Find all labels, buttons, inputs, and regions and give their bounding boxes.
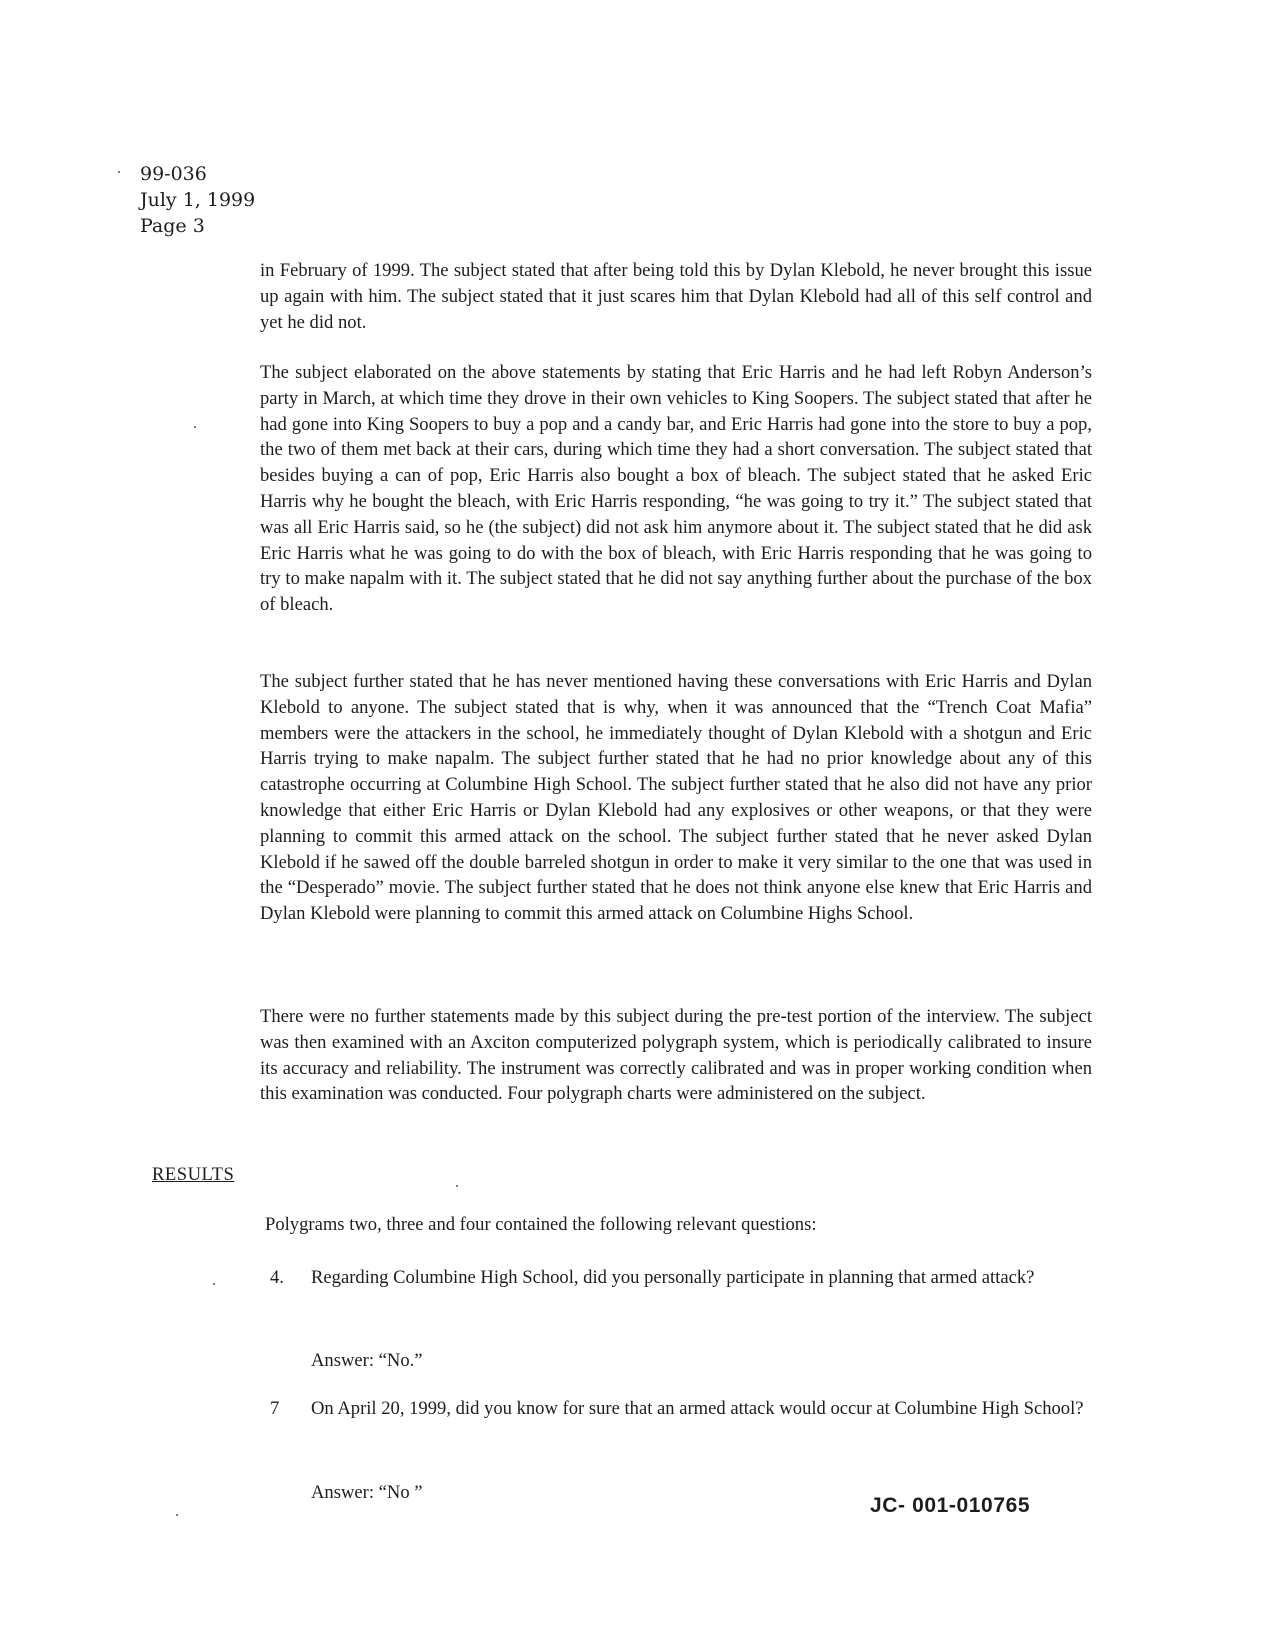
question-number: 7 <box>270 1398 280 1419</box>
question-text: Regarding Columbine High School, did you personally participate in planning that armed attack? <box>311 1267 1035 1288</box>
question-number: 4. <box>270 1267 284 1288</box>
scan-speck <box>118 171 120 173</box>
scan-speck <box>194 426 196 428</box>
paragraph-4: There were no further statements made by this subject during the pre-test portion of the interview. The subject was then examined with an Axciton computerized polygraph system, which is periodically calibrated to insure its accuracy and reliability. The instrument was correctly calibrated and was in proper working condition when this examination was conducted. Four polygraph charts were administered on the subject. <box>260 1006 1092 1105</box>
question-answer: Answer: “No.” <box>311 1350 423 1371</box>
document-header <box>140 161 255 239</box>
results-intro: Polygrams two, three and four contained the following relevant questions: <box>265 1214 817 1235</box>
question-text: On April 20, 1999, did you know for sure that an armed attack would occur at Columbine High School? <box>311 1398 1084 1419</box>
scan-speck <box>176 1514 178 1516</box>
results-heading: RESULTS <box>152 1164 235 1185</box>
question-answer: Answer: “No ” <box>311 1482 423 1503</box>
paragraph-3: The subject further stated that he has never mentioned having these conversations with Eric Harris and Dylan Klebold to anyone. The subject stated that is why, when it was announced that the “Trench Coat Mafia” members were the attackers in the school, he immediately thought of Dylan Klebold with a shotgun and Eric Harris trying to make napalm. The subject further stated that he had no prior knowledge about any of this catastrophe occurring at Columbine High School. The subject further stated that he also did not have any prior knowledge that either Eric Harris or Dylan Klebold had any explosives or other weapons, or that they were planning to commit this armed attack on the school. The subject further stated that he never asked Dylan Klebold if he sawed off the double barreled shotgun in order to make it very similar to the one that was used in the “Desperado” movie. The subject further stated that he does not think anyone else knew that Eric Harris and Dylan Klebold were planning to commit this armed attack on Columbine Highs School. <box>260 671 1092 925</box>
paragraph-1: in February of 1999. The subject stated that after being told this by Dylan Klebold, he never brought this issue up again with him. The subject stated that it just scares him that Dylan Klebold had all of this self control and yet he did not. <box>260 260 1092 333</box>
page-number: Page 3 <box>140 215 205 237</box>
scan-speck <box>456 1185 458 1187</box>
bates-number: JC- 001-010765 <box>870 1494 1031 1517</box>
case-number: 99-036 <box>140 163 207 185</box>
scan-speck <box>213 1283 215 1285</box>
paragraph-2: The subject elaborated on the above statements by stating that Eric Harris and he had left Robyn Anderson’s party in March, at which time they drove in their own vehicles to King Soopers. The subject stated that after he had gone into King Soopers to buy a pop and a candy bar, and Eric Harris had gone into the store to buy a pop, the two of them met back at their cars, during which time they had a short conversation. The subject stated that besides buying a can of pop, Eric Harris also bought a box of bleach. The subject stated that he asked Eric Harris why he bought the bleach, with Eric Harris responding, “he was going to try it.” The subject stated that was all Eric Harris said, so he (the subject) did not ask him anymore about it. The subject stated that he did ask Eric Harris what he was going to do with the box of bleach, with Eric Harris responding that he was going to try to make napalm with it. The subject stated that he did not say anything further about the purchase of the box of bleach. <box>260 362 1092 616</box>
document-date: July 1, 1999 <box>140 189 256 211</box>
